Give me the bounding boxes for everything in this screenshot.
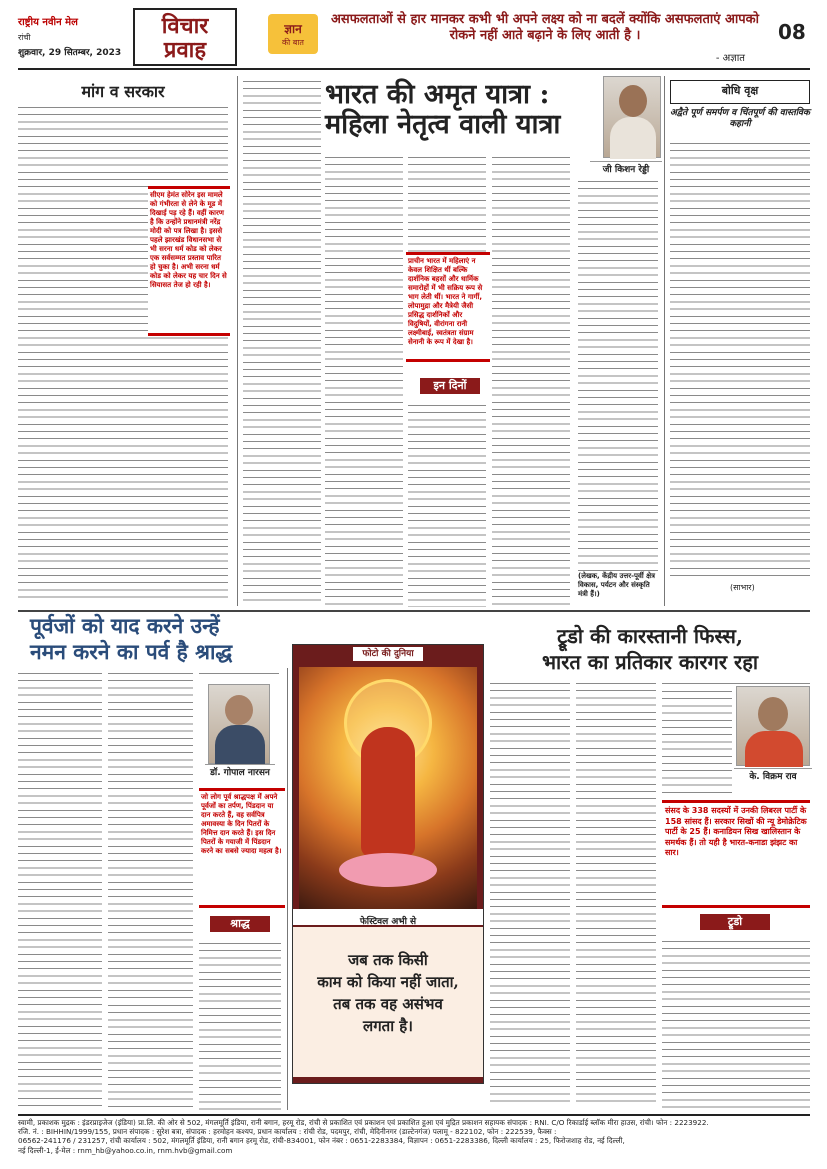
trudeau-col-3b xyxy=(662,686,732,796)
quote-line4: लगता है। xyxy=(363,1017,413,1035)
city: रांची xyxy=(18,33,31,42)
editorial-body xyxy=(18,102,228,602)
shraddh-pull-quote xyxy=(199,788,285,908)
shraddh-subhead: श्राद्ध xyxy=(210,916,270,932)
footer-rule xyxy=(18,1114,810,1116)
footer-imprint xyxy=(18,1118,810,1164)
main-article-title-line2: महिला नेतृत्व वाली यात्रा xyxy=(325,109,561,140)
masthead xyxy=(18,14,128,58)
bodh-vriksh-credit: (साभार) xyxy=(730,583,755,592)
main-article-col-2 xyxy=(325,152,403,607)
main-article-col-5 xyxy=(578,176,658,571)
editorial-title: मांग व सरकार xyxy=(81,82,165,101)
quote-line1: जब तक किसी xyxy=(348,951,428,969)
bodh-vriksh-subtitle: अद्वैते पूर्ण समर्पण व चिंतपूर्ण की वास्तविक कहानी xyxy=(670,108,810,129)
section-line1: विचार xyxy=(161,13,209,39)
trudeau-col-3c xyxy=(662,936,810,1108)
trudeau-col-2 xyxy=(576,678,656,1108)
author-photo xyxy=(603,76,661,158)
bodh-vriksh-title: बोधि वृक्ष xyxy=(721,84,759,97)
trudeau-pull-quote xyxy=(662,800,810,908)
lotus-base xyxy=(339,853,437,887)
gyan-line1: ज्ञान xyxy=(284,22,302,36)
main-article-col-3b xyxy=(408,400,486,607)
photo-feature-caption: फेस्टिवल अभी से xyxy=(359,917,417,927)
section-line2: प्रवाह xyxy=(163,37,207,63)
shraddh-col-1 xyxy=(18,668,102,1110)
shraddh-author-head xyxy=(225,695,253,725)
trudeau-author-head xyxy=(758,697,788,731)
main-article-col-3a xyxy=(408,152,486,252)
date: शुक्रवार, 29 सितम्बर, 2023 xyxy=(18,48,122,58)
paper-name: राष्ट्रीय नवीन मेल xyxy=(18,17,78,28)
shraddh-col-2b xyxy=(108,1000,193,1110)
shraddh-col-2a xyxy=(108,668,193,998)
shraddh-title-box xyxy=(30,613,330,665)
shraddh-title-line1: पूर्वजों को याद करने उन्हें xyxy=(30,613,220,638)
main-article-col-1 xyxy=(243,76,321,606)
author-caption: जी किशन रेड्डी xyxy=(590,161,662,175)
trudeau-col-1 xyxy=(490,678,570,1108)
inspiration-quote xyxy=(293,927,483,1077)
gyan-badge xyxy=(268,14,318,54)
main-article-col-4 xyxy=(492,152,570,607)
bodh-vriksh-header xyxy=(670,80,810,104)
top-quote-author: - अज्ञात xyxy=(715,53,745,64)
shraddh-author-body xyxy=(215,725,265,765)
shraddh-col-3b xyxy=(199,938,281,1110)
top-quote-text: असफलताओं से हार मानकर कभी भी अपने लक्ष्य को ना बदलें क्योंकि असफलताएं आपको रोकने नहीं आते बढ़ाने के लिए आती है । xyxy=(331,12,759,43)
goddess-figure xyxy=(361,727,415,857)
trudeau-author-photo xyxy=(736,686,810,766)
bodh-vriksh-body xyxy=(670,138,810,578)
editorial-pull-quote xyxy=(148,186,230,336)
footer-line1: स्वामी, प्रकाशक मुद्रक : इंडरप्राइजेज (इंडिया) प्रा.लि. की ओर से 502, मंगलमूर्ति इंडिया, रानी बगान, हरमू रोड, रांची से प्रकाशित एवं प्रकाशन एवं प्रकाशित हुआ एवं मुद्रित प्रकाशन सहायक संपादक : RNI. C/O रिकार्डाई ब्लॉक मीरा हाउस, रांची। फोन : 2223922. xyxy=(18,1118,709,1127)
main-article-highlight-text: प्राचीन भारत में महिलाएं न केवल शिक्षित थीं बल्कि दार्शनिक बहसों और धार्मिक समारोहों में भी सक्रिय रूप से भाग लेती थीं। भारत ने गार्गी, लोपामुद्रा और मैत्रेयी जैसी प्रसिद्ध दार्शनिकों और विदुषियों, वीरांगना रानी लक्ष्मीबाई, स्वतंत्रता संग्राम सेनानी के रूप में देखा है। xyxy=(408,257,483,346)
photo-feature xyxy=(292,644,484,1084)
col-divider-1 xyxy=(237,76,238,606)
masthead-rule xyxy=(18,68,810,70)
trudeau-photo-caption: के. विक्रम राव xyxy=(734,768,812,782)
col-divider-3 xyxy=(287,668,288,1110)
main-article-highlight xyxy=(406,252,490,362)
author-head xyxy=(619,85,647,117)
shraddh-photo-caption: डॉ. गोपाल नारसन xyxy=(205,764,275,778)
trudeau-col-3a xyxy=(662,678,810,684)
main-article-subhead: इन दिनों xyxy=(420,378,480,394)
page-number: 08 xyxy=(778,20,806,44)
photo-feature-label: फोटो की दुनिया xyxy=(353,647,423,661)
footer-line4: नई दिल्ली-1, ई-मेल : rnm_hb@yahoo.co.in, rnm.hvb@gmail.com xyxy=(18,1145,233,1155)
goddess-image xyxy=(299,667,477,909)
shraddh-author-photo xyxy=(208,684,270,764)
quote-line3: तब तक वह असंभव xyxy=(333,995,443,1013)
trudeau-subhead: ट्रूडो xyxy=(700,914,770,930)
section-badge xyxy=(133,8,237,66)
trudeau-author-body xyxy=(745,731,803,767)
mid-rule xyxy=(18,610,810,612)
trudeau-title-line2: भारत का प्रतिकार कारगर रहा xyxy=(541,650,759,674)
gyan-line2: की बात xyxy=(282,38,304,47)
main-article-title-box xyxy=(325,80,600,144)
author-body xyxy=(610,117,656,159)
shraddh-title-line2: नमन करने का पर्व है श्राद्ध xyxy=(30,639,233,664)
photo-feature-caption-bar xyxy=(293,909,483,925)
trudeau-title-box xyxy=(490,623,810,675)
trudeau-title-line1: ट्रूडो की कारस्तानी फिस्स, xyxy=(557,624,743,648)
footer-line3: 06562-241176 / 231257, रांची कार्यालय : 502, मंगलमूर्ति इंडिया, रानी बगान हरमू रोड, रांची-834001, फोन नंबर : 0651-2283384, विज्ञापन : 0651-2283386, दिल्ली कार्यालय : 25, फिरोजशाह रोड, नई दिल्ली, xyxy=(18,1136,625,1146)
col-divider-2 xyxy=(664,76,665,606)
quote-line2: काम को किया नहीं जाता, xyxy=(317,973,459,991)
trudeau-pull-quote-text: संसद के 338 सदस्यों में उनकी लिबरल पार्टी के 158 सांसद हैं। सरकार सिखों की न्यू डेमोक्रेटिक पार्टी के 25 हैं। कनाडियन सिख खालिस्तान के समर्थक हैं। तो यही है भारत-कनाडा झंझट का सार। xyxy=(665,806,807,857)
main-article-author-note: (लेखक, केंद्रीय उत्तर-पूर्वी क्षेत्र विकास, पर्यटन और संस्कृति मंत्री हैं।) xyxy=(578,572,655,598)
main-article-title-line1: भारत की अमृत यात्रा : xyxy=(325,79,550,110)
shraddh-col-3a xyxy=(199,668,279,680)
editorial-pull-quote-text: सीएम हेमंत सोरेन इस मामले को गंभीरता से लेने के मूड में दिखाई पड़ रहे हैं। वहीं कारण है कि उन्होंने प्रधानमंत्री नरेंद्र मोदी को पत्र लिखा है। इससे पहले झारखंड विधानसभा से भी सरना धर्म कोड को लेकर एक सर्वसम्मत प्रस्ताव पारित हो चुका है। अभी सरना धर्म कोड को लेकर यह चार दिन से सियासत तेज हो रही है। xyxy=(150,191,227,289)
shraddh-pull-quote-text: जो लोग पूर्व श्राद्धपक्ष में अपने पूर्वजों का तर्पण, पिंडदान या दान करते हैं, वह सर्वपित्र अमावस्या के दिन पितरों के निमित्त दान करते हैं। इस दिन पितरों के गयाजी में पिंडदान करने का सबसे ज्यादा महत्व है। xyxy=(201,793,282,855)
footer-line2: रजि. नं. : BIHHIN/1999/155, प्रधान संपादक : सुरेश बत्रा, संपादक : हरमोहन कश्यप, प्रधान कार्यालय : रांची रोड, पदमपुर, रांची, मेदिनीनगर (डाल्टेनगंज) पलामू - 822102, फोन : 222539, फैक्स : xyxy=(18,1127,557,1137)
top-quote xyxy=(325,12,765,62)
